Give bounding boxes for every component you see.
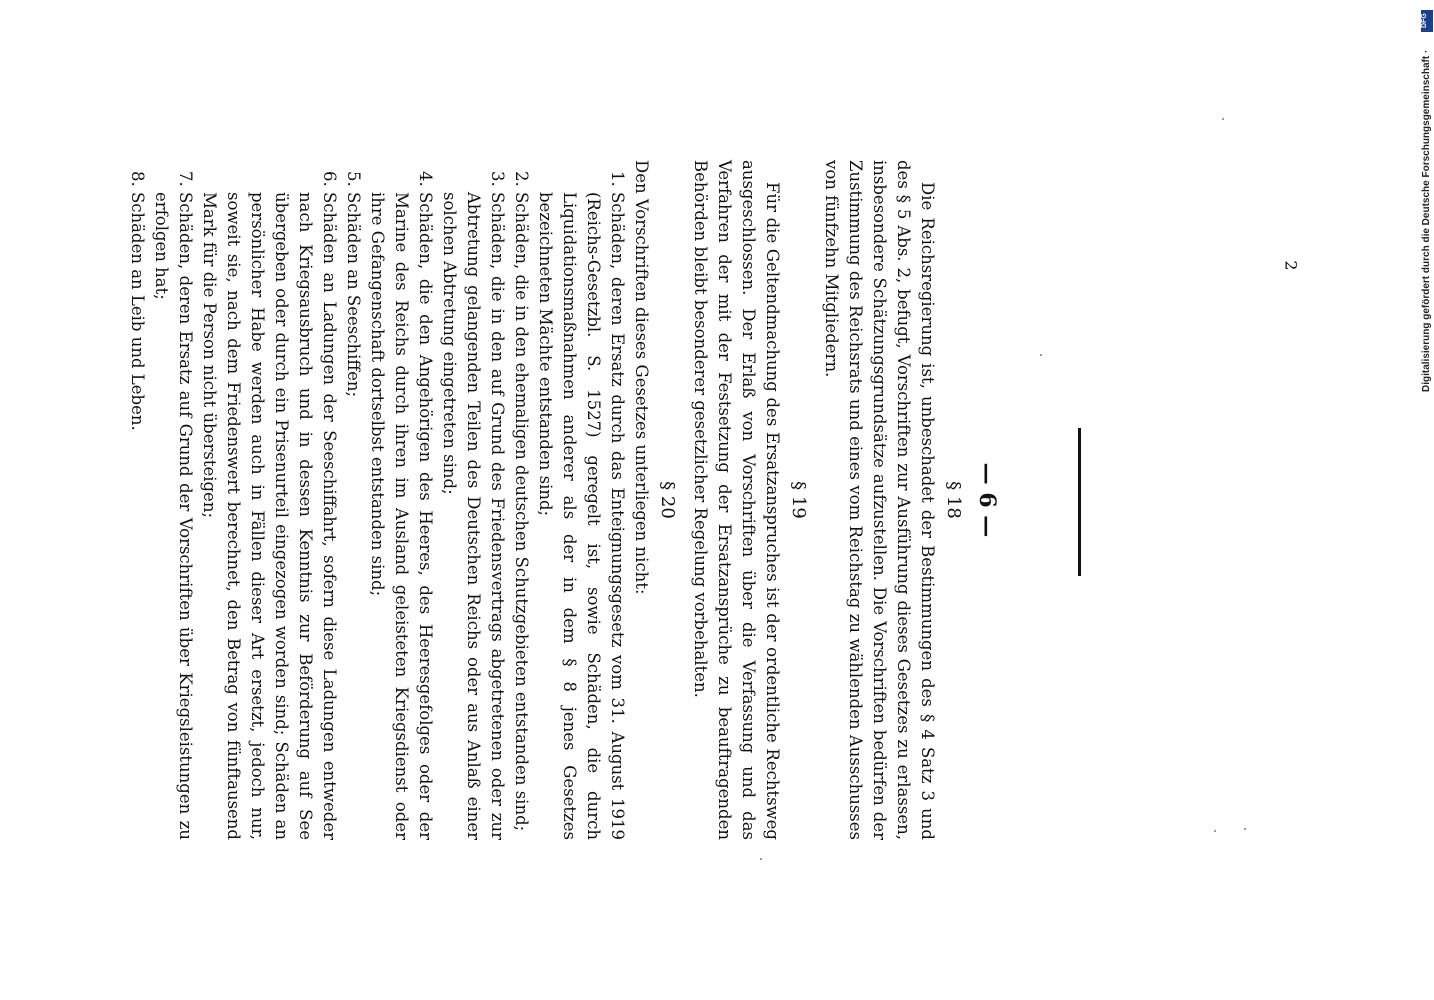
section-heading: § 20 bbox=[657, 481, 678, 519]
scan-speck bbox=[1244, 828, 1246, 830]
scan-speck bbox=[760, 858, 762, 860]
list-item: 1. Schäden, deren Ersatz durch das Enteignungsgesetz vom 31. August 1919 (Reichs-Gesetzbl. S. 1527) geregelt ist, sowie Schäden, die durch Liquidationsmaßnahmen anderer als der in dem § 8 jenes Gesetzes bezeichneten Mächte entstanden sind; bbox=[533, 192, 629, 840]
list-item: 3. Schäden, die in den auf Grund des Friedensvertrags abgetretenen oder zur Abtretung gelangenden Teilen des Deutschen Reichs oder aus Anlaß einer solchen Abtretung eingetreten sind; bbox=[437, 192, 509, 840]
list-item: 5. Schäden an Seeschiffen; bbox=[341, 192, 365, 840]
exclusion-list bbox=[125, 160, 629, 840]
list-item: 4. Schäden, die den Angehörigen des Heeres, des Heeresgefolges oder der Marine des Reichs durch ihren im Ausland geleisteten Kriegsdienst oder ihre Gefangenschaft dortselbst entstanden sind; bbox=[365, 192, 437, 840]
rotated-page-content bbox=[125, 160, 1000, 840]
end-rule bbox=[1078, 428, 1081, 576]
list-item: 7. Schäden, deren Ersatz auf Grund der Vorschriften über Kriegsleistungen zu erfolgen hat; bbox=[149, 192, 197, 840]
digitization-credit: Digitalisierung gefördert durch die Deutsche Forschungsgemeinschaft · bbox=[1421, 49, 1432, 392]
scan-speck bbox=[1222, 118, 1224, 120]
list-item: 2. Schäden, die in den ehemaligen deutschen Schutzgebieten entstanden sind; bbox=[509, 192, 533, 840]
dfg-logo: DFG bbox=[1421, 10, 1433, 32]
section-heading: § 18 bbox=[943, 481, 964, 519]
section-intro: Den Vorschriften dieses Gesetzes unterliegen nicht: bbox=[632, 160, 651, 595]
scan-speck bbox=[1214, 830, 1216, 832]
section-paragraph: Die Reichsregierung ist, unbeschadet der Bestimmungen des § 4 Satz 3 und des § 5 Abs. 2, befugt, Vorschriften zur Ausführung dieses Gesetzes zu erlassen, insbesondere Schätzungsgrundsätze aufzustellen. Die Vorschriften bedürfen der Zustimmung des Reichsrats und eines vom Reichstag zu wählenden Ausschusses von fünfzehn Mitgliedern. bbox=[822, 160, 937, 840]
section-paragraph: Für die Geltendmachung des Ersatzanspruches ist der ordentliche Rechtsweg ausgeschlossen. Der Erlaß von Vorschriften über die Verfassung und das Verfahren der mit der Festsetzung der Ersatzansprüche zu beauftragenden Behörden bleibt besonderer gesetzlicher Regelung vorbehalten. bbox=[691, 160, 782, 840]
section-heading: § 19 bbox=[788, 481, 809, 519]
scan-speck bbox=[1040, 354, 1042, 356]
page-number: — 6 — bbox=[974, 462, 1000, 538]
list-item: 8. Schäden an Leib und Leben. bbox=[125, 192, 149, 840]
margin-mark: 2 bbox=[1281, 260, 1301, 271]
list-item: 6. Schäden an Ladungen der Seeschiffahrt, sofern diese Ladungen entweder nach Kriegsausbruch und in dessen Kenntnis zur Beförderung auf See übergeben oder durch ein Prisenurteil eingezogen worden sind; Schäden an persönlicher Habe werden auch in Fällen dieser Art ersetzt, jedoch nur, soweit sie, nach dem Friedenswert berechnet, den Betrag von fünftausend Mark für die Person nicht übersteigen; bbox=[197, 192, 341, 840]
